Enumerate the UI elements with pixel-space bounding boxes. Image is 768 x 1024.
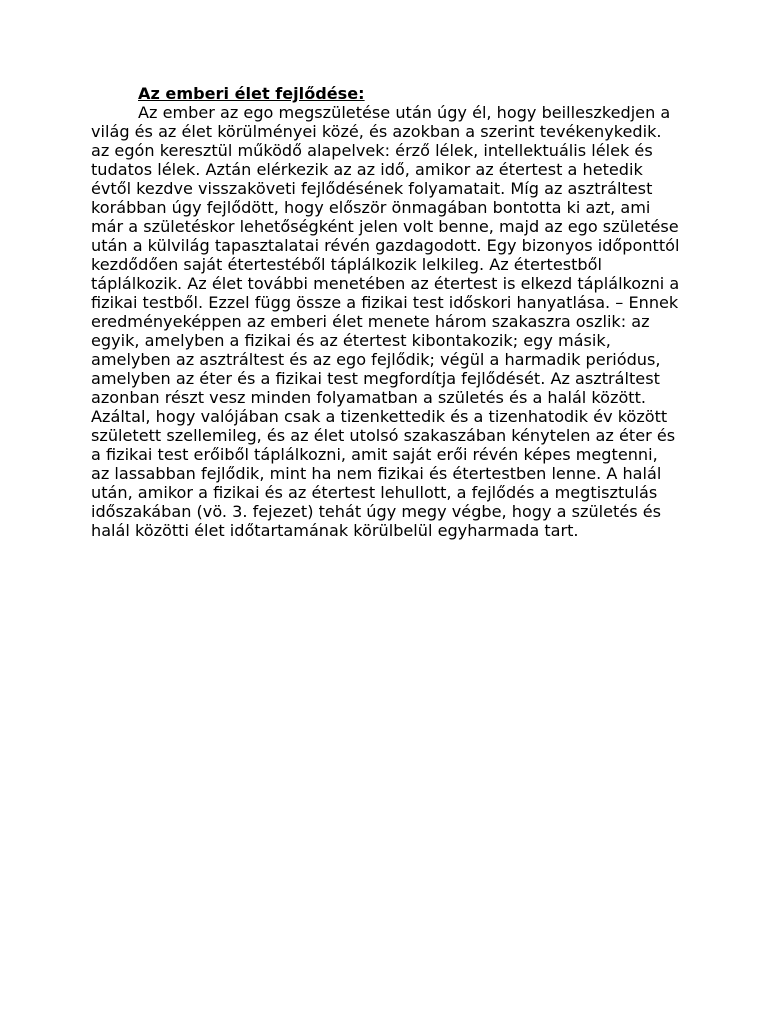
- document-body: Az ember az ego megszületése után úgy él, hogy beilleszkedjen a világ és az élet körülményei közé, és azokban a szerint tevékenykedik. az egón keresztül működő alapelvek: érző lélek, intellektuális lélek és tudatos lélek. Aztán elérkezik az az idő, amikor az étertest a hetedik évtől kezdve visszaköveti fejlődésének folyamatait. Míg az asztráltest korábban úgy fejlődött, hogy először önmagában bontotta ki azt, ami már a születéskor lehetőségként jelen volt benne, majd az ego születése után a külvilág tapasztalatai révén gazdagodott. Egy bizonyos időponttól kezdődően saját étertestéből táplálkozik lelkileg. Az étertestből táplálkozik. Az élet további menetében az étertest is elkezd táplálkozni a fizikai testből. Ezzel függ össze a fizikai test időskori hanyatlása. – Ennek eredményeképpen az emberi élet menete három szakaszra oszlik: az egyik, amelyben a fizikai és az étertest kibontakozik; egy másik, amelyben az asztráltest és az ego fejlődik; végül a harmadik periódus, amelyben az éter és a fizikai test megfordítja fejlődését. Az asztráltest azonban részt vesz minden folyamatban a születés és a halál között. Azáltal, hogy valójában csak a tizenkettedik és a tizenhatodik év között született szellemileg, és az élet utolsó szakaszában kénytelen az éter és a fizikai test erőiből táplálkozni, amit saját erői révén képes megtenni, az lassabban fejlődik, mint ha nem fizikai és étertestben lenne. A halál után, amikor a fizikai és az étertest lehullott, a fejlődés a megtisztulás időszakában (vö. 3. fejezet) tehát úgy megy végbe, hogy a születés és halál közötti élet időtartamának körülbelül egyharmada tart.: [91, 103, 680, 540]
- document-title: Az emberi élet fejlődése:: [138, 84, 365, 103]
- document-content: [91, 84, 681, 540]
